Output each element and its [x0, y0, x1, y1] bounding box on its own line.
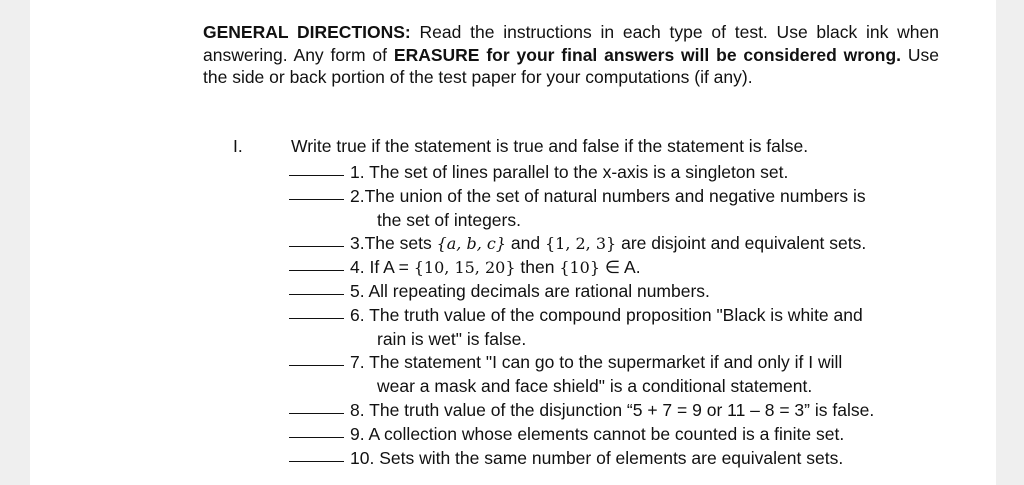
item-3-pre: 3.The sets [350, 233, 437, 254]
test-item-4 [289, 256, 939, 280]
section-number: I. [233, 136, 243, 156]
item-2-line-2: the set of integers. [377, 209, 521, 230]
answer-blank-10[interactable] [289, 447, 344, 462]
item-2-line-1: 2.The union of the set of natural numbers and negative numbers is [350, 185, 866, 206]
answer-blank-9[interactable] [289, 423, 344, 438]
answer-blank-6[interactable] [289, 304, 344, 319]
answer-blank-5[interactable] [289, 280, 344, 295]
item-text-9: 9. A collection whose elements cannot be counted is a finite set. [350, 423, 845, 444]
item-4-pre: 4. If A = [350, 257, 414, 278]
item-text-1: 1. The set of lines parallel to the x-axis is a singleton set. [350, 162, 789, 182]
item-text-3 [350, 232, 939, 256]
answer-blank-1[interactable] [289, 161, 344, 176]
item-4-post: ∈ A. [600, 257, 641, 278]
item-text-8: 8. The truth value of the disjunction “5 + 7 = 9 or 11 – 8 = 3” is false. [350, 399, 875, 420]
answer-blank-7[interactable] [289, 351, 344, 366]
item-4-mid: then [515, 257, 560, 278]
test-item-2 [289, 185, 939, 233]
answer-blank-3[interactable] [289, 232, 344, 247]
test-item-10 [289, 447, 939, 471]
item-text-6 [350, 304, 939, 352]
set-a-values: {10, 15, 20} [413, 258, 516, 278]
item-text-2 [350, 185, 939, 233]
test-item-1 [289, 161, 939, 185]
test-paper [30, 0, 996, 485]
item-text-4 [350, 256, 939, 280]
general-directions [203, 21, 939, 89]
item-text-7 [350, 351, 939, 399]
test-item-3 [289, 232, 939, 256]
test-item-8 [289, 399, 939, 423]
directions-text-1: Read the instructions in each type of test. Use black ink when answering. Any form of [203, 22, 940, 65]
item-6-line-2: rain is wet" is false. [377, 328, 527, 349]
true-false-items [289, 161, 939, 470]
answer-blank-4[interactable] [289, 256, 344, 271]
test-item-9 [289, 423, 939, 447]
answer-blank-8[interactable] [289, 399, 344, 414]
item-3-mid: and [506, 233, 545, 254]
answer-blank-2[interactable] [289, 185, 344, 200]
item-text-5: 5. All repeating decimals are rational numbers. [350, 280, 710, 301]
directions-label: GENERAL DIRECTIONS: [203, 22, 411, 42]
item-text-10: 10. Sets with the same number of elements are equivalent sets. [350, 447, 844, 468]
test-item-7 [289, 351, 939, 399]
directions-text-3: Use the side or back portion of the test paper for your computations (if any). [203, 44, 939, 87]
directions-erasure-warning: ERASURE for your final answers will be considered wrong. [393, 44, 901, 65]
test-item-5 [289, 280, 939, 304]
item-3-post: are disjoint and equivalent sets. [616, 233, 867, 254]
set-10: {10} [559, 258, 601, 278]
set-abc: {a, b, c} [436, 234, 507, 254]
item-7-line-1: 7. The statement "I can go to the supermarket if and only if I will [350, 352, 843, 373]
section-instruction: Write true if the statement is true and false if the statement is false. [291, 136, 809, 156]
test-item-6 [289, 304, 939, 352]
item-6-line-1: 6. The truth value of the compound proposition "Black is white and [350, 304, 863, 325]
set-123: {1, 2, 3} [544, 234, 617, 254]
item-7-line-2: wear a mask and face shield" is a conditional statement. [377, 376, 813, 397]
